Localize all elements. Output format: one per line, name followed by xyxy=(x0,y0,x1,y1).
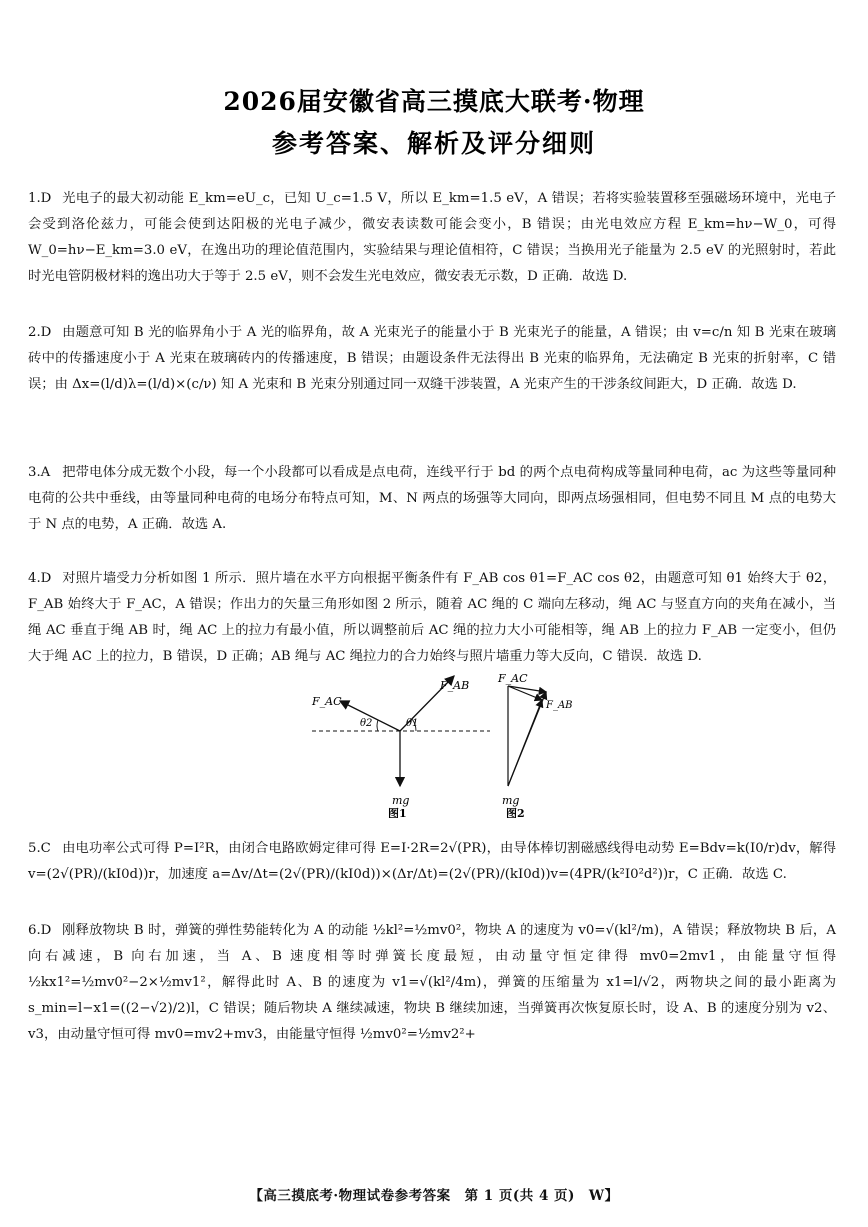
figure-2-vector-triangle xyxy=(494,668,584,818)
label-f-ac: F_AC xyxy=(312,695,342,708)
answer-item-6 xyxy=(28,918,836,1048)
answer-item-2 xyxy=(28,320,836,398)
triangle-arrow-2 xyxy=(508,692,546,786)
answer-label: 1.D xyxy=(28,191,52,206)
answer-item-4 xyxy=(28,566,836,670)
triangle-arrow-4 xyxy=(508,686,546,692)
label-theta2: θ2 xyxy=(360,718,373,729)
page-subtitle: 参考答案、解析及评分细则 xyxy=(271,129,596,158)
answer-item-1 xyxy=(28,186,836,290)
page-title: 2026届安徽省高三摸底大联考·物理 xyxy=(223,87,645,116)
answer-text: 由题意可知 B 光的临界角小于 A 光的临界角，故 A 光束光子的能量小于 B 光束光子的能量，A 错误；由 v=c/n 知 B 光束在玻璃砖中的传播速度小于 A 光束在玻璃砖内的传播速度，B 错误；由题设条件无法得出 B 光束的临界角，无法确定 B 光束的折射率，C 错误；由 Δx=(l/d)λ=(l/d)×(c/ν) 知 A 光束和 B 光束分别通过同一双缝干涉装置，A 光束产生的干涉条纹间距大，D 正确．故选 D. xyxy=(28,325,836,392)
answer-item-3 xyxy=(28,460,836,538)
answer-label: 5.C xyxy=(28,841,51,856)
answer-label: 2.D xyxy=(28,325,52,340)
answer-text: 光电子的最大初动能 E_km=eU_c，已知 U_c=1.5 V，所以 E_km=1.5 eV，A 错误；若将实验装置移至强磁场环境中，光电子会受到洛伦兹力，可能会使到达阳极的光电子减少，微安表读数可能会变小，B 错误；由光电效应方程 E_km=hν−W_0，可得 W_0=hν−E_km=3.0 eV，在逸出功的理论值范围内，实验结果与理论值相符，C 错误；当换用光子能量为 2.5 eV 的光照射时，若此时光电管阴极材料的逸出功大于等于 2.5 eV，则不会发生光电效应，微安表无示数，D 正确．故选 D. xyxy=(28,191,836,284)
label-f-ac: F_AC xyxy=(498,672,528,685)
label-f-ab: F_AB xyxy=(546,700,573,711)
figure-1-force-diagram xyxy=(306,668,496,818)
figure-2-caption: 图2 xyxy=(506,807,525,818)
answer-text: 对照片墙受力分析如图 1 所示．照片墙在水平方向根据平衡条件有 F_AB cos θ1=F_AC cos θ2，由题意可知 θ1 始终大于 θ2，F_AB 始终大于 F_AC，A 错误；作出力的矢量三角形如图 2 所示，随着 AC 绳的 C 端向左移动，绳 AC 与竖直方向的夹角在减小，当绳 AC 垂直于绳 AB 时，绳 AC 上的拉力有最小值，所以调整前后 AC 绳的拉力大小可能相等，绳 AB 上的拉力 F_AB 一定变小，但仍大于绳 AC 上的拉力，B 错误，D 正确；AB 绳与 AC 绳拉力的合力始终与照片墙重力等大反向，C 错误．故选 D. xyxy=(28,571,836,664)
label-mg: mg xyxy=(502,794,520,807)
label-f-ab: F_AB xyxy=(440,679,470,692)
answer-item-5 xyxy=(28,836,836,888)
angle-arc-theta2 xyxy=(377,720,378,731)
answer-label: 6.D xyxy=(28,923,52,938)
label-theta1: θ1 xyxy=(406,718,419,729)
page-footer: 【高三摸底考·物理试卷参考答案 第 1 页(共 4 页) W】 xyxy=(249,1188,619,1204)
answer-text: 由电功率公式可得 P=I²R，由闭合电路欧姆定律可得 E=I·2R=2√(PR)，由导体棒切割磁感线得电动势 E=Bdv=k(I0/r)dv，解得 v=(2√(PR)/(kI0d))r，加速度 a=Δv/Δt=(2√(PR)/(kI0d))×(Δr/Δt)=(2√(PR)/(kI0d))v=(4PR/(k²I0²d²))r，C 正确．故选 C. xyxy=(28,841,836,882)
figure-1-caption: 图1 xyxy=(388,807,407,818)
answer-label: 4.D xyxy=(28,571,52,586)
answer-text: 刚释放物块 B 时，弹簧的弹性势能转化为 A 的动能 ½kl²=½mv0²，物块 A 的速度为 v0=√(kl²/m)，A 错误；释放物块 B 后，A 向右减速，B 向右加速，当 A、B 速度相等时弹簧长度最短，由动量守恒定律得 mv0=2mv1，由能量守恒得 ½kx1²=½mv0²−2×½mv1²，解得此时 A、B 的速度为 v1=√(kl²/4m)，弹簧的压缩量为 x1=l/√2，两物块之间的最小距离为 s_min=l−x1=((2−√2)/2)l，C 错误；随后物块 A 继续减速，物块 B 继续加速，当弹簧再次恢复原长时，设 A、B 的速度分别为 v2、v3，由动量守恒可得 mv0=mv2+mv3，由能量守恒得 ½mv0²=½mv2²+ xyxy=(28,923,836,1042)
answer-label: 3.A xyxy=(28,465,51,480)
answer-text: 把带电体分成无数个小段，每一个小段都可以看成是点电荷，连线平行于 bd 的两个点电荷构成等量同种电荷，ac 为这些等量同种电荷的公共中垂线，由等量同种电荷的电场分布特点可知，M、N 两点的场强等大同向，即两点场强相同，但电势不同且 M 点的电势大于 N 点的电势，A 正确．故选 A. xyxy=(28,465,836,532)
label-mg: mg xyxy=(392,794,410,807)
